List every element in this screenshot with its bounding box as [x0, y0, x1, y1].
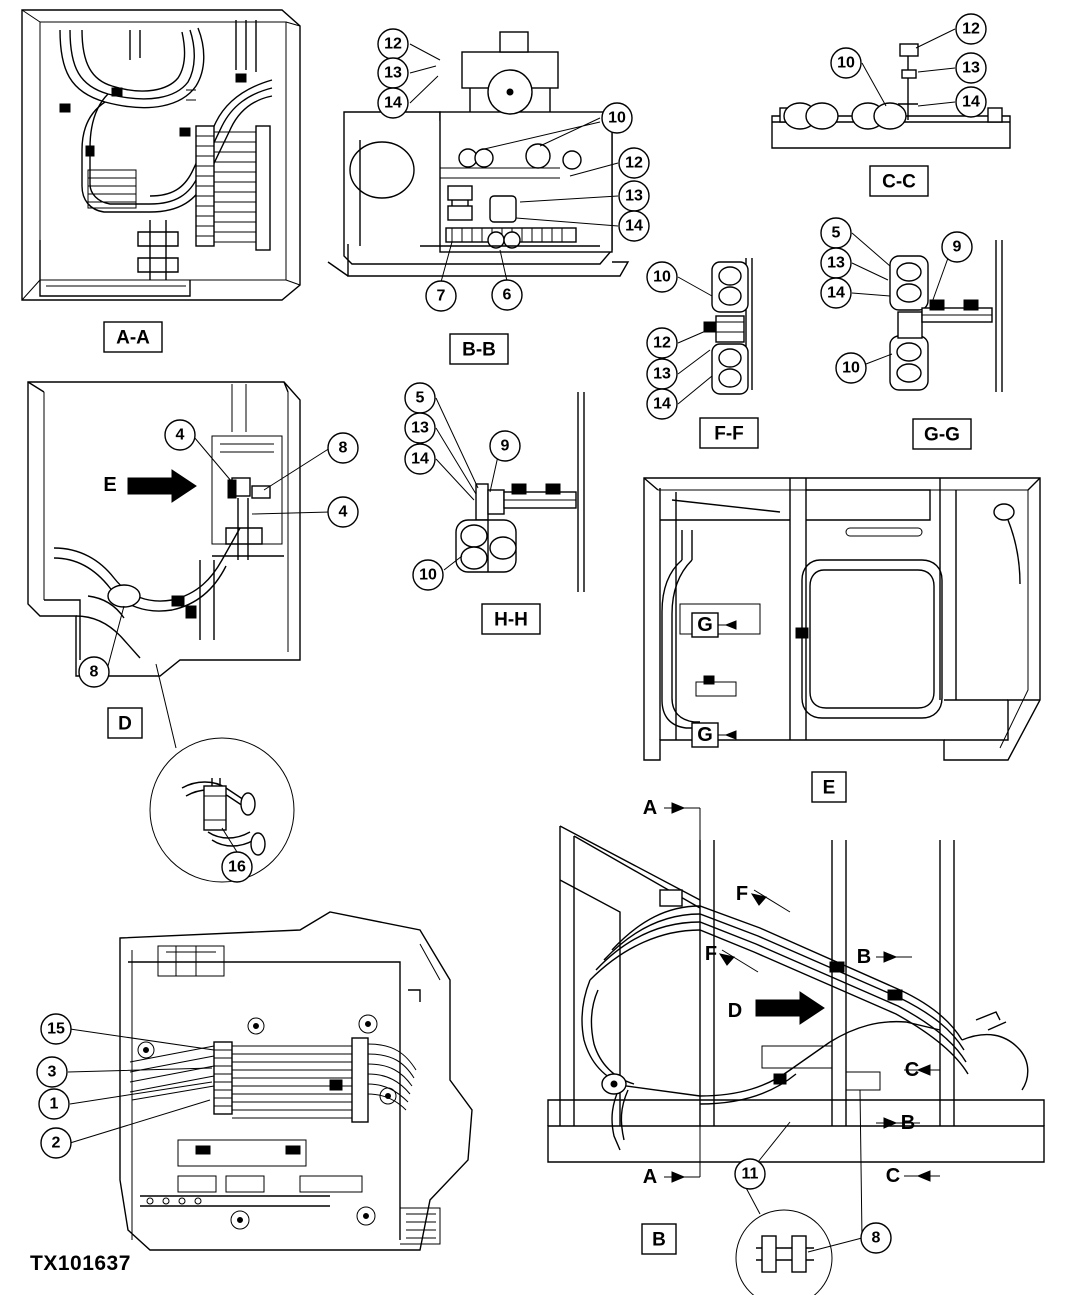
callout-label: 8 [89, 663, 99, 681]
callout-12d [647, 328, 677, 358]
callout-13f [405, 413, 435, 443]
callout-9b [490, 431, 520, 461]
callout-label: 10 [608, 109, 626, 127]
callout-12c [956, 14, 986, 44]
callout-10b [831, 48, 861, 78]
callout-label: 14 [962, 93, 980, 111]
callout-label: 13 [962, 59, 980, 77]
view-label-c-c [870, 166, 928, 196]
view-label-d [108, 708, 142, 738]
callout-13d [647, 359, 677, 389]
callout-label: 11 [741, 1165, 759, 1183]
section-marker-a-top: A [642, 797, 658, 819]
svg-text:G-G: G-G [924, 424, 960, 446]
callout-5 [821, 218, 851, 248]
callout-label: 10 [837, 54, 855, 72]
callout-4 [165, 420, 195, 450]
view-title-boxes [104, 166, 971, 1254]
svg-text:F-F: F-F [714, 423, 744, 445]
section-marker-e: E [103, 474, 117, 496]
callout-label: 14 [827, 284, 845, 302]
section-marker-a-bottom: A [642, 1166, 658, 1188]
section-marker-b-2: B [900, 1112, 916, 1134]
view-label-a-a [104, 322, 162, 352]
callout-10d [836, 353, 866, 383]
callout-7 [426, 281, 456, 311]
view-label-g-g [913, 419, 971, 449]
callout-label: 7 [436, 287, 446, 305]
view-label-h-h [482, 604, 540, 634]
callout-10e [413, 560, 443, 590]
callout-10 [602, 103, 632, 133]
callout-2 [41, 1128, 71, 1158]
svg-text:A-A: A-A [116, 327, 150, 349]
svg-text:D: D [118, 713, 132, 735]
callout-label: 15 [47, 1020, 65, 1038]
callout-label: 14 [411, 450, 429, 468]
callout-8 [328, 433, 358, 463]
callout-label: 5 [831, 224, 841, 242]
callout-label: 5 [415, 389, 425, 407]
callout-12b [619, 148, 649, 178]
callout-8b [79, 657, 109, 687]
view-label-b [642, 1224, 676, 1254]
callout-label: 14 [384, 94, 402, 112]
section-marker-c-1: C [904, 1059, 920, 1081]
svg-text:E: E [822, 777, 836, 799]
callout-label: 13 [653, 365, 671, 383]
section-arrows [664, 621, 940, 1182]
callout-14c [956, 87, 986, 117]
callout-label: 13 [384, 64, 402, 82]
callout-label: 10 [419, 566, 437, 584]
callout-3 [37, 1057, 67, 1087]
view-frame-drawing [120, 912, 472, 1250]
callout-14f [405, 444, 435, 474]
svg-text:C-C: C-C [882, 171, 916, 193]
view-label-b-b [450, 334, 508, 364]
section-marker-d: D [727, 1000, 743, 1022]
callout-16 [222, 852, 252, 882]
callout-label: 4 [338, 503, 348, 521]
svg-text:H-H: H-H [494, 609, 528, 631]
callout-15 [41, 1014, 71, 1044]
callout-label: 3 [47, 1063, 57, 1081]
section-marker-g-1 [692, 613, 718, 637]
callout-12 [378, 29, 408, 59]
svg-text:G: G [697, 614, 713, 636]
callout-5b [405, 383, 435, 413]
callout-label: 1 [49, 1095, 59, 1113]
callout-label: 4 [175, 426, 185, 444]
callout-label: 13 [411, 419, 429, 437]
callout-14d [647, 389, 677, 419]
callout-13 [378, 58, 408, 88]
callout-label: 14 [653, 395, 671, 413]
callout-1 [39, 1089, 69, 1119]
callout-13c [956, 53, 986, 83]
view-label-e [812, 772, 846, 802]
callout-14 [378, 88, 408, 118]
svg-text:B-B: B-B [462, 339, 496, 361]
view-a-a-drawing [22, 10, 300, 300]
callout-14e [821, 278, 851, 308]
callout-6 [492, 280, 522, 310]
section-marker-b-1: B [856, 946, 872, 968]
callout-13b [619, 181, 649, 211]
callout-label: 9 [952, 238, 962, 256]
callout-label: 2 [51, 1134, 61, 1152]
callout-label: 8 [871, 1229, 881, 1247]
callout-label: 16 [228, 858, 246, 876]
view-d-drawing [28, 382, 300, 882]
callout-label: 12 [653, 334, 671, 352]
view-b-main-drawing [548, 826, 1044, 1295]
section-marker-f-2: F [704, 943, 718, 965]
callout-label: 12 [962, 20, 980, 38]
callout-14b [619, 211, 649, 241]
callout-11 [735, 1159, 765, 1189]
view-f-f-drawing [704, 258, 752, 394]
callout-label: 12 [384, 35, 402, 53]
view-b-b-drawing [328, 32, 628, 276]
view-label-f-f [700, 418, 758, 448]
svg-text:B: B [652, 1229, 666, 1251]
callout-4b [328, 497, 358, 527]
callout-8c [861, 1223, 891, 1253]
section-marker-g-2 [692, 723, 718, 747]
callout-label: 14 [625, 217, 643, 235]
callout-label: 9 [500, 437, 510, 455]
callout-label: 8 [338, 439, 348, 457]
svg-text:G: G [697, 724, 713, 746]
callout-10c [647, 262, 677, 292]
callout-label: 10 [653, 268, 671, 286]
section-marker-f-1: F [735, 883, 749, 905]
callout-9 [942, 232, 972, 262]
figure-id: TX101637 [30, 1252, 131, 1275]
section-marker-c-2: C [885, 1165, 901, 1187]
callout-label: 10 [842, 359, 860, 377]
callout-label: 13 [827, 254, 845, 272]
callout-label: 6 [502, 286, 512, 304]
callout-label: 13 [625, 187, 643, 205]
callout-13e [821, 248, 851, 278]
callout-label: 12 [625, 154, 643, 172]
